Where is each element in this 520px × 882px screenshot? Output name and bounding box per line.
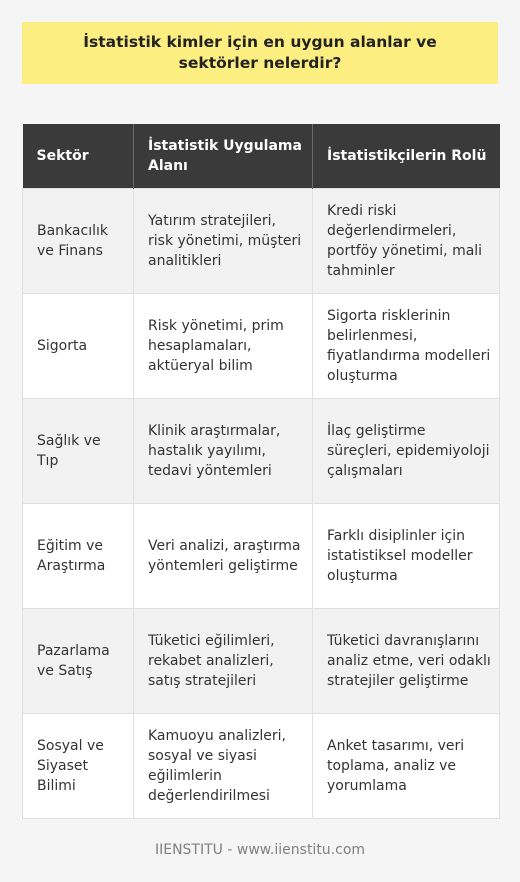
column-header-sector: Sektör — [23, 124, 134, 188]
role-cell: Anket tasarımı, veri toplama, analiz ve yorumlama — [313, 713, 500, 818]
application-area-cell: Kamuoyu analizleri, sosyal ve siyasi eğilimlerin değerlendirilmesi — [134, 713, 313, 818]
table-row — [23, 398, 500, 503]
sector-cell: Sağlık ve Tıp — [23, 398, 134, 503]
column-header-application-area: İstatistik Uygulama Alanı — [134, 124, 313, 188]
table-row — [23, 608, 500, 713]
sector-cell: Sosyal ve Siyaset Bilimi — [23, 713, 134, 818]
page-title: İstatistik kimler için en uygun alanlar ve sektörler nelerdir? — [83, 33, 437, 72]
title-banner — [22, 22, 498, 84]
role-cell: Sigorta risklerinin belirlenmesi, fiyatlandırma modelleri oluşturma — [313, 293, 500, 398]
table-row — [23, 293, 500, 398]
table-row — [23, 503, 500, 608]
application-area-cell: Klinik araştırmalar, hastalık yayılımı, tedavi yöntemleri — [134, 398, 313, 503]
footer-credit: IIENSTITU - www.iienstitu.com — [154, 842, 366, 858]
role-cell: Farklı disiplinler için istatistiksel modeller oluşturma — [313, 503, 500, 608]
sector-cell: Bankacılık ve Finans — [23, 188, 134, 293]
application-area-cell: Veri analizi, araştırma yöntemleri geliştirme — [134, 503, 313, 608]
sector-cell: Pazarlama ve Satış — [23, 608, 134, 713]
sector-table — [22, 124, 500, 819]
sector-cell: Sigorta — [23, 293, 134, 398]
sector-cell: Eğitim ve Araştırma — [23, 503, 134, 608]
application-area-cell: Tüketici eğilimleri, rekabet analizleri, satış stratejileri — [134, 608, 313, 713]
role-cell: Kredi riski değerlendirmeleri, portföy yönetimi, mali tahminler — [313, 188, 500, 293]
application-area-cell: Risk yönetimi, prim hesaplamaları, aktüeryal bilim — [134, 293, 313, 398]
table-header-row — [23, 124, 500, 188]
application-area-cell: Yatırım stratejileri, risk yönetimi, müşteri analitikleri — [134, 188, 313, 293]
table-row — [23, 188, 500, 293]
role-cell: Tüketici davranışlarını analiz etme, veri odaklı stratejiler geliştirme — [313, 608, 500, 713]
table-row — [23, 713, 500, 818]
column-header-statistician-role: İstatistikçilerin Rolü — [313, 124, 500, 188]
role-cell: İlaç geliştirme süreçleri, epidemiyoloji çalışmaları — [313, 398, 500, 503]
